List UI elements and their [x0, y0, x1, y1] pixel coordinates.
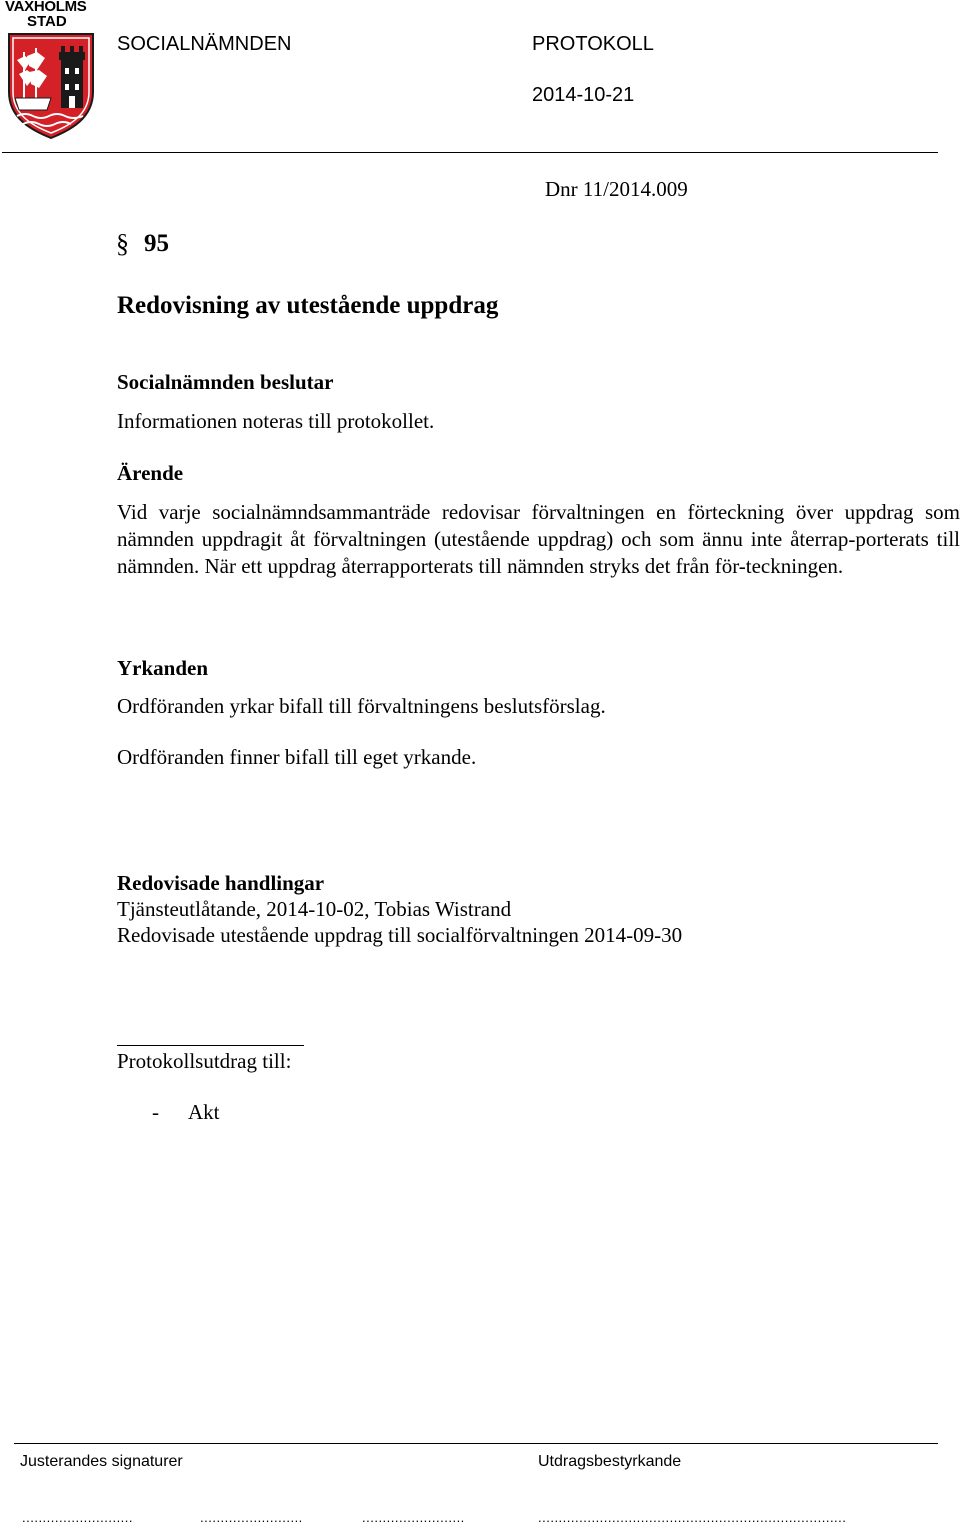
distribution-item: Akt — [188, 1100, 220, 1124]
decision-text: Informationen noteras till protokollet. — [117, 409, 435, 433]
document-title: Redovisning av utestående uppdrag — [117, 292, 499, 319]
signature-line-1: ........................... — [22, 1510, 134, 1525]
signatures-label: Justerandes signaturer — [20, 1453, 183, 1470]
extract-label: Utdragsbestyrkande — [538, 1453, 682, 1470]
matter-heading: Ärende — [117, 461, 184, 485]
logo-text-vaxholms: VAXHOLMS — [5, 0, 87, 15]
signature-line-3: ......................... — [362, 1510, 465, 1525]
header-divider — [2, 152, 938, 153]
document-item: Redovisade utestående uppdrag till socialförvaltningen 2014-09-30 — [117, 923, 683, 947]
motion-line-2: Ordföranden finner bifall till eget yrkande. — [117, 745, 477, 769]
document-item: Tjänsteutlåtande, 2014-10-02, Tobias Wistrand — [117, 897, 512, 921]
motions-heading: Yrkanden — [117, 656, 209, 680]
documents-heading: Redovisade handlingar — [117, 871, 325, 895]
logo-text-stad: STAD — [27, 13, 67, 30]
committee-name: SOCIALNÄMNDEN — [117, 33, 292, 55]
paragraph-symbol: § — [116, 229, 129, 258]
distribution-label: Protokollsutdrag till: — [117, 1049, 292, 1073]
document-type: PROTOKOLL — [532, 33, 654, 55]
distribution-divider — [117, 1045, 304, 1046]
decision-heading: Socialnämnden beslutar — [117, 370, 334, 394]
vaxholm-logo — [5, 0, 97, 140]
case-number: Dnr 11/2014.009 — [545, 177, 688, 201]
extract-line: ........................................................................... — [538, 1510, 847, 1525]
coat-of-arms-icon — [5, 30, 97, 140]
motion-line-1: Ordföranden yrkar bifall till förvaltningens beslutsförslag. — [117, 694, 606, 718]
matter-text: Vid varje socialnämndsammanträde redovisar förvaltningen en förteckning över uppdrag som nämnden uppdragit åt förvaltningen (utestående uppdrag) och som ännu inte återrap-porterats till nämnden. När ett uppdrag återrapporterats till nämnden stryks det från för-teckningen. — [117, 500, 960, 578]
paragraph-number: 95 — [144, 230, 169, 257]
signature-line-2: ......................... — [200, 1510, 303, 1525]
meeting-date: 2014-10-21 — [532, 84, 635, 106]
distribution-bullet: - — [152, 1100, 159, 1124]
footer-divider — [14, 1443, 938, 1444]
